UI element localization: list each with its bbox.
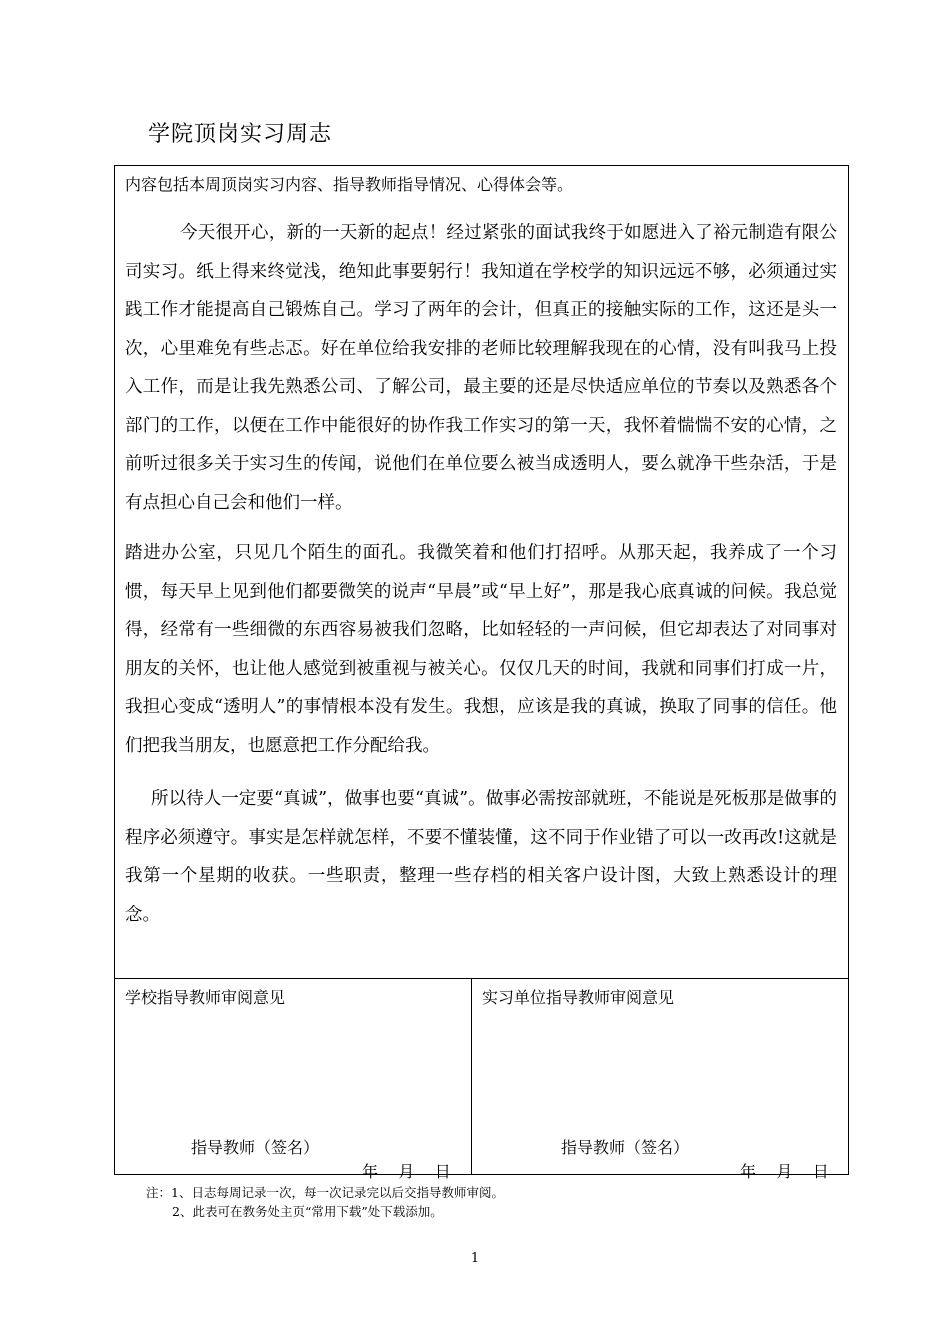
company-review-title: 实习单位指导教师审阅意见 [482, 988, 675, 1007]
footnote-2: 2、此表可在教务处主页“常用下载”处下载添加。 [172, 1204, 443, 1219]
page-title: 学院顶岗实习周志 [148, 122, 333, 147]
company-date-label: 年 月 日 [740, 1162, 829, 1181]
content-instructions: 内容包括本周顶岗实习内容、指导教师指导情况、心得体会等。 [125, 175, 574, 194]
school-teacher-review-cell [115, 979, 472, 1181]
journal-paragraph-2: 踏进办公室，只见几个陌生的面孔。我微笑着和他们打招呼。从那天起，我养成了一个习惯，每天早上见到他们都要微笑的说声“早晨”或“早上好”，那是我心底真诚的问候。我总觉得，经常有一些细微的东西容易被我们忽略，比如轻轻的一声问候，但它却表达了对同事对朋友的关怀，也让他人感觉到被重视与被关心。仅仅几天的时间，我就和同事们打成一片，我担心变成“透明人”的事情根本没有发生。我想，应该是我的真诚，换取了同事的信任。他们把我当朋友，也愿意把工作分配给我。 [125, 543, 837, 756]
journal-paragraph-3: 所以待人一定要“真诚”，做事也要“真诚”。做事必需按部就班，不能说是死板那是做事的程序必须遵守。事实是怎样就怎样，不要不懂装懂，这不同于作业错了可以一改再改!这就是我第一个星期的收获。一些职责，整理一些存档的相关客户设计图，大致上熟悉设计的理念。 [125, 789, 837, 925]
footnotes [146, 1183, 504, 1221]
school-review-title: 学校指导教师审阅意见 [125, 988, 286, 1007]
company-teacher-review-cell [472, 979, 848, 1181]
journal-content-cell [115, 166, 848, 979]
company-signature-label: 指导教师（签名） [561, 1138, 690, 1157]
journal-form [114, 165, 849, 1181]
journal-paragraph-1: 今天很开心，新的一天新的起点！经过紧张的面试我终于如愿进入了裕元制造有限公司实习。纸上得来终觉浅，绝知此事要躬行！我知道在学校学的知识远远不够，必须通过实践工作才能提高自己锻炼自己。学习了两年的会计，但真正的接触实际的工作，这还是头一次，心里难免有些忐忑。好在单位给我安排的老师比较理解我现在的心情，没有叫我马上投入工作，而是让我先熟悉公司、了解公司，最主要的还是尽快适应单位的节奏以及熟悉各个部门的工作，以便在工作中能很好的协作我工作实习的第一天，我怀着惴惴不安的心情，之前听过很多关于实习生的传闻，说他们在单位要么被当成透明人，要么就净干些杂活，于是有点担心自己会和他们一样。 [125, 223, 837, 513]
school-date-label: 年 月 日 [362, 1162, 451, 1181]
school-signature-label: 指导教师（签名） [191, 1138, 320, 1157]
page-number: 1 [470, 1251, 480, 1266]
footnote-1: 注：1、日志每周记录一次，每一次记录完以后交指导教师审阅。 [146, 1185, 504, 1200]
